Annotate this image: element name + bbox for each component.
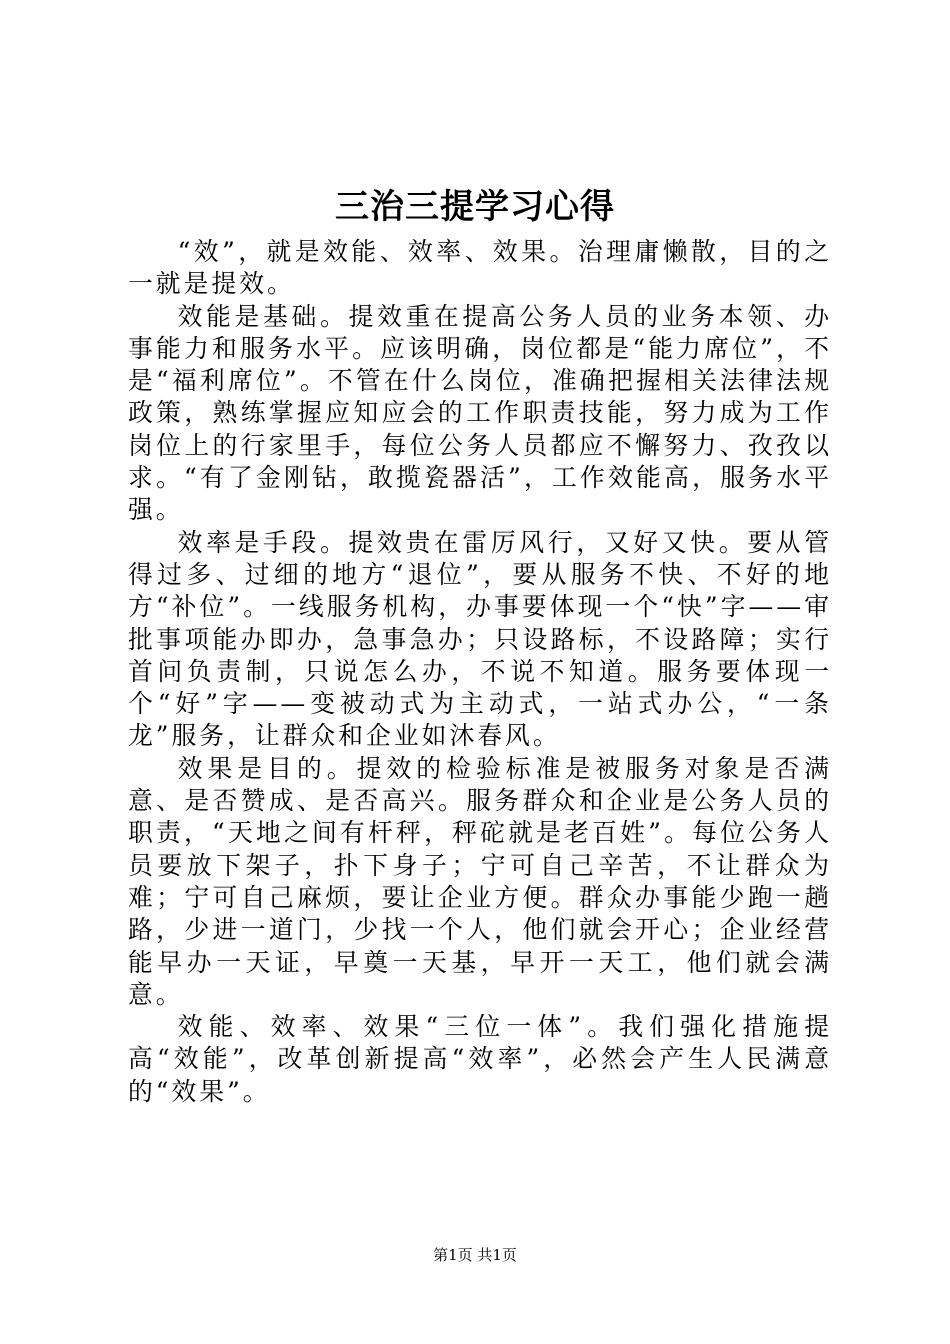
paragraph-3: 效率是手段。提效贵在雷厉风行，又好又快。要从管得过多、过细的地方“退位”，要从服务不快、不好的地方“补位”。一线服务机构，办事要体现一个“快”字——审批事项能办即办，急事急办；只设路标，不设路障；实行首问负责制，只说怎么办，不说不知道。服务要体现一个“好”字——变被动式为主动式，一站式办公，“一条龙”服务，让群众和企业如沐春风。 (128, 527, 832, 751)
paragraph-5: 效能、效率、效果“三位一体”。我们强化措施提高“效能”，改革创新提高“效率”，必然会产生人民满意的“效果”。 (128, 1012, 832, 1106)
page-number-footer: 第1页 共1页 (433, 1246, 517, 1264)
paragraph-1: “效”，就是效能、效率、效果。治理庸懒散，目的之一就是提效。 (128, 237, 832, 299)
document-body (128, 236, 832, 1108)
document-title: 三治三提学习心得 (335, 187, 615, 227)
paragraph-4: 效果是目的。提效的检验标准是被服务对象是否满意、是否赞成、是否高兴。服务群众和企业是公务人员的职责，“天地之间有杆秤，秤砣就是老百姓”。每位公务人员要放下架子，扑下身子；宁可自己辛苦，不让群众为难；宁可自己麻烦，要让企业方便。群众办事能少跑一趟路，少进一道门，少找一个人，他们就会开心；企业经营能早办一天证，早奠一天基，早开一天工，他们就会满意。 (128, 753, 832, 1009)
paragraph-2: 效能是基础。提效重在提高公务人员的业务本领、办事能力和服务水平。应该明确，岗位都是“能力席位”，不是“福利席位”。不管在什么岗位，准确把握相关法律法规政策，熟练掌握应知应会的工作职责技能，努力成为工作岗位上的行家里手，每位公务人员都应不懈努力、孜孜以求。“有了金刚钻，敢揽瓷器活”，工作效能高，服务水平强。 (128, 301, 832, 525)
